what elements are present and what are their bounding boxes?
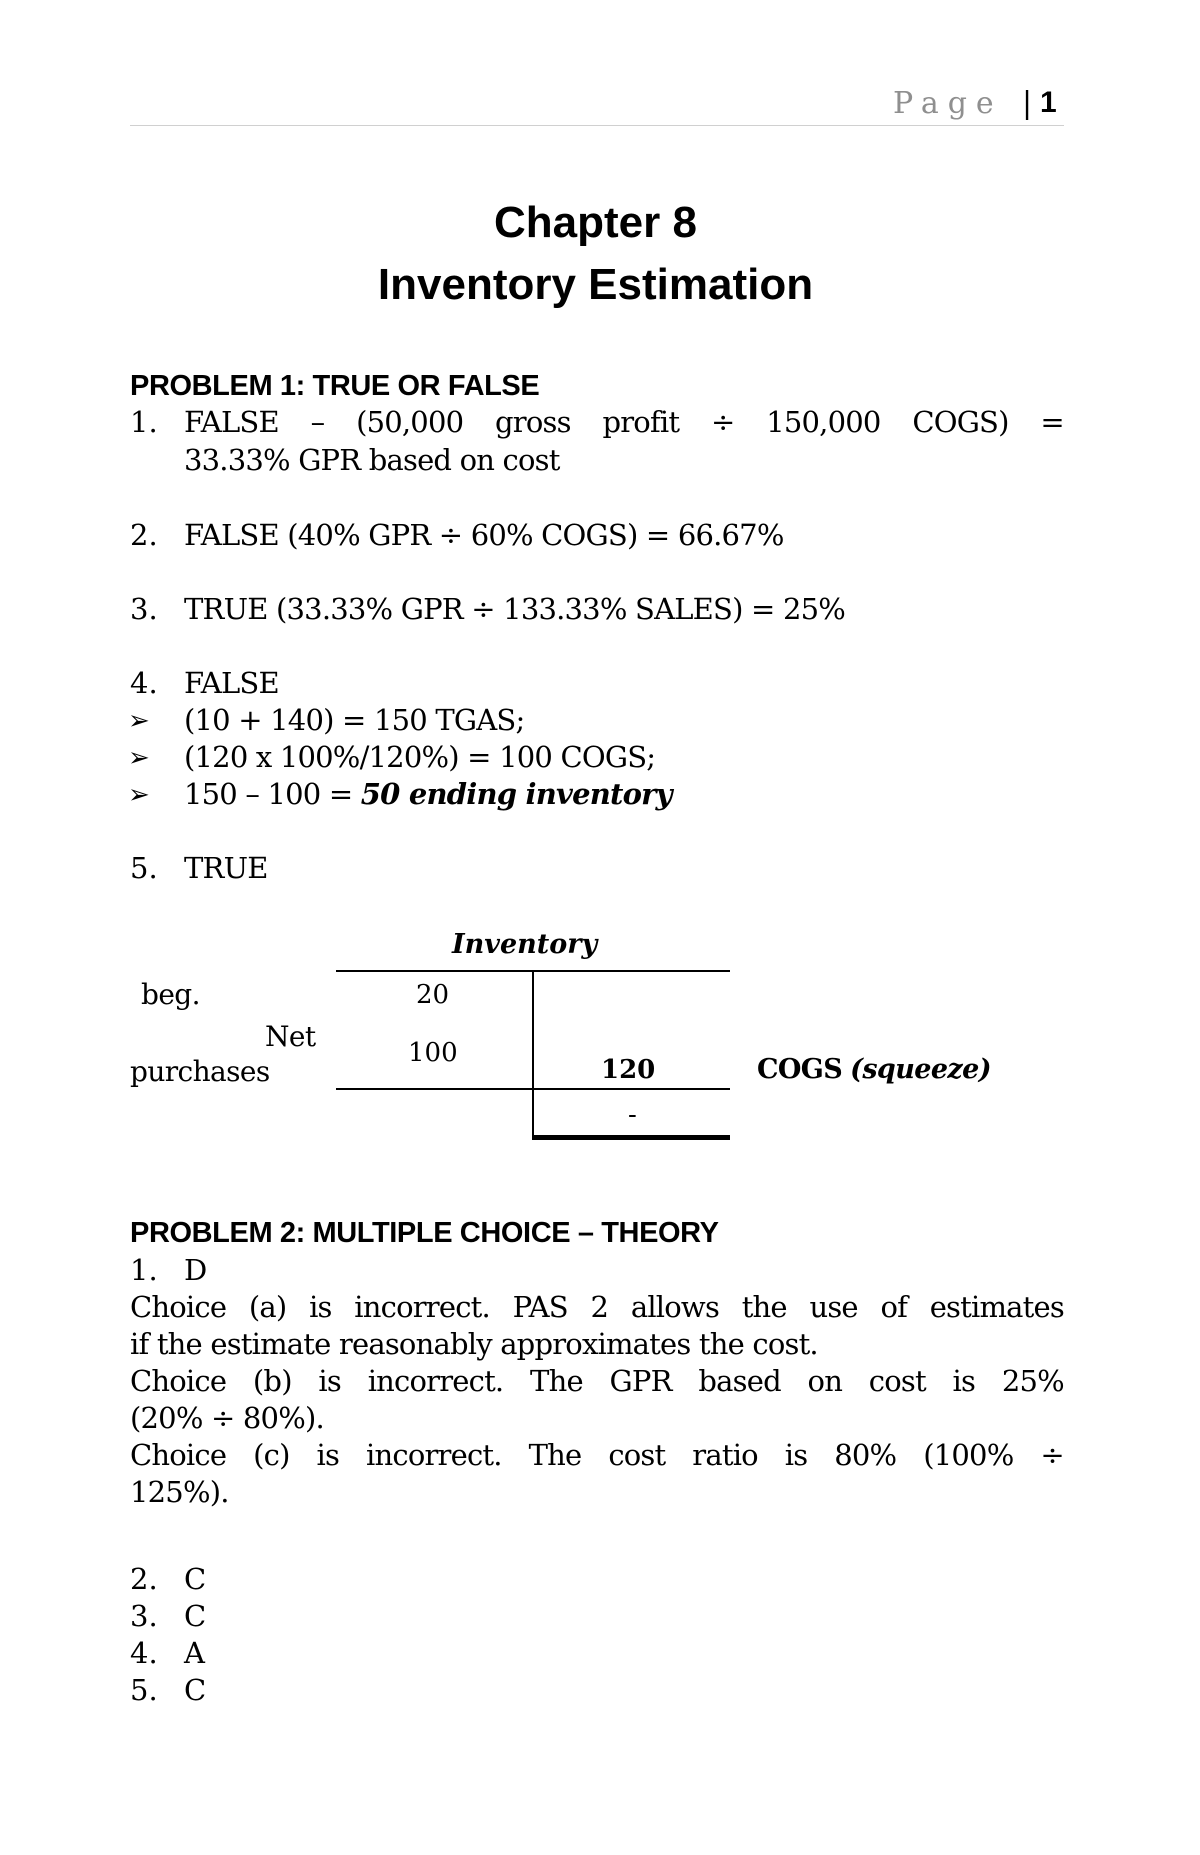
word: incorrect.	[354, 1290, 490, 1324]
p2-item1-number: 1.	[130, 1253, 158, 1287]
chapter-title: Chapter 8	[494, 198, 697, 247]
word: on	[807, 1364, 843, 1398]
cogs-text: COGS	[757, 1054, 843, 1085]
t-account-total-rule	[336, 1088, 730, 1090]
word: profit	[602, 405, 680, 439]
word: estimates	[929, 1290, 1064, 1324]
word: Choice	[130, 1438, 227, 1472]
word: (a)	[248, 1290, 287, 1324]
word: cost	[608, 1438, 666, 1472]
word: is	[316, 1438, 340, 1472]
p1-item2-number: 2.	[130, 518, 158, 552]
p2-answer-letter: C	[184, 1562, 206, 1596]
chapter-subtitle: Inventory Estimation	[377, 260, 814, 309]
p2-answer-letter: C	[184, 1673, 206, 1707]
word: is	[952, 1364, 976, 1398]
p1-item3-number: 3.	[130, 592, 158, 626]
word: The	[528, 1438, 582, 1472]
word: FALSE	[184, 405, 279, 439]
word: incorrect.	[367, 1364, 504, 1398]
page-label: Page	[893, 86, 1003, 121]
word: –	[310, 405, 325, 439]
p2-answer-number: 5.	[130, 1673, 158, 1707]
t-account-double-rule	[532, 1135, 730, 1140]
word: PAS	[512, 1290, 568, 1324]
p2-answer-number: 4.	[130, 1636, 158, 1670]
word: of	[880, 1290, 908, 1324]
word: 25%	[1001, 1364, 1064, 1398]
p2-answer-letter: C	[184, 1599, 206, 1633]
p2-answer-number: 2.	[130, 1562, 158, 1596]
beg-value: 20	[416, 980, 450, 1010]
word: the	[741, 1290, 787, 1324]
word: ratio	[692, 1438, 758, 1472]
p1-item1-number: 1.	[130, 405, 158, 439]
word: (100%	[923, 1438, 1014, 1472]
choice-c-line1	[130, 1438, 1064, 1472]
word: incorrect.	[366, 1438, 502, 1472]
p2-item1-answer: D	[184, 1253, 207, 1287]
word: allows	[630, 1290, 720, 1324]
arrow-bullet-icon: ➢	[128, 743, 150, 773]
arrow-bullet-icon: ➢	[128, 780, 150, 810]
choice-a-line1	[130, 1290, 1064, 1324]
choice-b-line2: (20% ÷ 80%).	[130, 1401, 324, 1435]
choice-c-line2: 125%).	[130, 1475, 229, 1509]
net-label: Net	[265, 1020, 316, 1053]
p1-item4-text: FALSE	[184, 666, 279, 700]
p1-item3-text: TRUE (33.33% GPR ÷ 133.33% SALES) = 25%	[184, 592, 846, 626]
word: (50,000	[356, 405, 464, 439]
bullet3-prefix: 150 – 100 =	[184, 777, 361, 811]
cogs-value: 120	[601, 1055, 656, 1085]
word: Choice	[130, 1364, 227, 1398]
ending-value: -	[628, 1100, 637, 1130]
word: (b)	[252, 1364, 292, 1398]
header-rule	[130, 125, 1064, 126]
p1-item2-text: FALSE (40% GPR ÷ 60% COGS) = 66.67%	[184, 518, 784, 552]
p1-item5-text: TRUE	[184, 851, 268, 885]
purchases-label: purchases	[130, 1055, 270, 1088]
t-account-title: Inventory	[452, 929, 598, 960]
t-account-center-rule	[532, 970, 534, 1140]
purchases-value: 100	[408, 1038, 458, 1068]
word: 150,000	[766, 405, 881, 439]
word: Choice	[130, 1290, 227, 1324]
word: =	[1040, 405, 1064, 439]
word: 2	[590, 1290, 609, 1324]
word: is	[309, 1290, 332, 1324]
bullet3-emphasis: 50 ending inventory	[360, 777, 672, 811]
p1-item1-line2: 33.33% GPR based on cost	[184, 443, 560, 477]
word: The	[530, 1364, 583, 1398]
word: is	[318, 1364, 341, 1398]
cogs-label	[757, 1054, 991, 1085]
word: 80%	[834, 1438, 897, 1472]
word: cost	[868, 1364, 926, 1398]
word: is	[784, 1438, 808, 1472]
p2-answer-letter: A	[184, 1636, 205, 1670]
choice-a-line2: if the estimate reasonably approximates the cost.	[130, 1327, 818, 1361]
beg-label: beg.	[141, 978, 200, 1011]
p1-bullet2: (120 x 100%/120%) = 100 COGS;	[184, 740, 656, 774]
word: gross	[495, 405, 571, 439]
p1-bullet3	[184, 777, 672, 811]
problem2-heading: PROBLEM 2: MULTIPLE CHOICE – THEORY	[130, 1217, 719, 1249]
word: based	[698, 1364, 781, 1398]
word: use	[809, 1290, 858, 1324]
page-separator: |	[1022, 86, 1033, 121]
word: ÷	[710, 405, 735, 439]
p1-item5-number: 5.	[130, 851, 158, 885]
word: (c)	[253, 1438, 290, 1472]
squeeze-text: (squeeze)	[850, 1054, 991, 1085]
word: GPR	[609, 1364, 672, 1398]
problem1-heading: PROBLEM 1: TRUE OR FALSE	[130, 370, 540, 402]
p1-item1-line1	[184, 405, 1064, 439]
arrow-bullet-icon: ➢	[128, 706, 150, 736]
p1-item4-number: 4.	[130, 666, 158, 700]
p2-answer-number: 3.	[130, 1599, 158, 1633]
word: COGS)	[912, 405, 1009, 439]
word: ÷	[1040, 1438, 1064, 1472]
choice-b-line1	[130, 1364, 1064, 1398]
page-number: 1	[1040, 86, 1057, 119]
p1-bullet1: (10 + 140) = 150 TGAS;	[184, 703, 525, 737]
